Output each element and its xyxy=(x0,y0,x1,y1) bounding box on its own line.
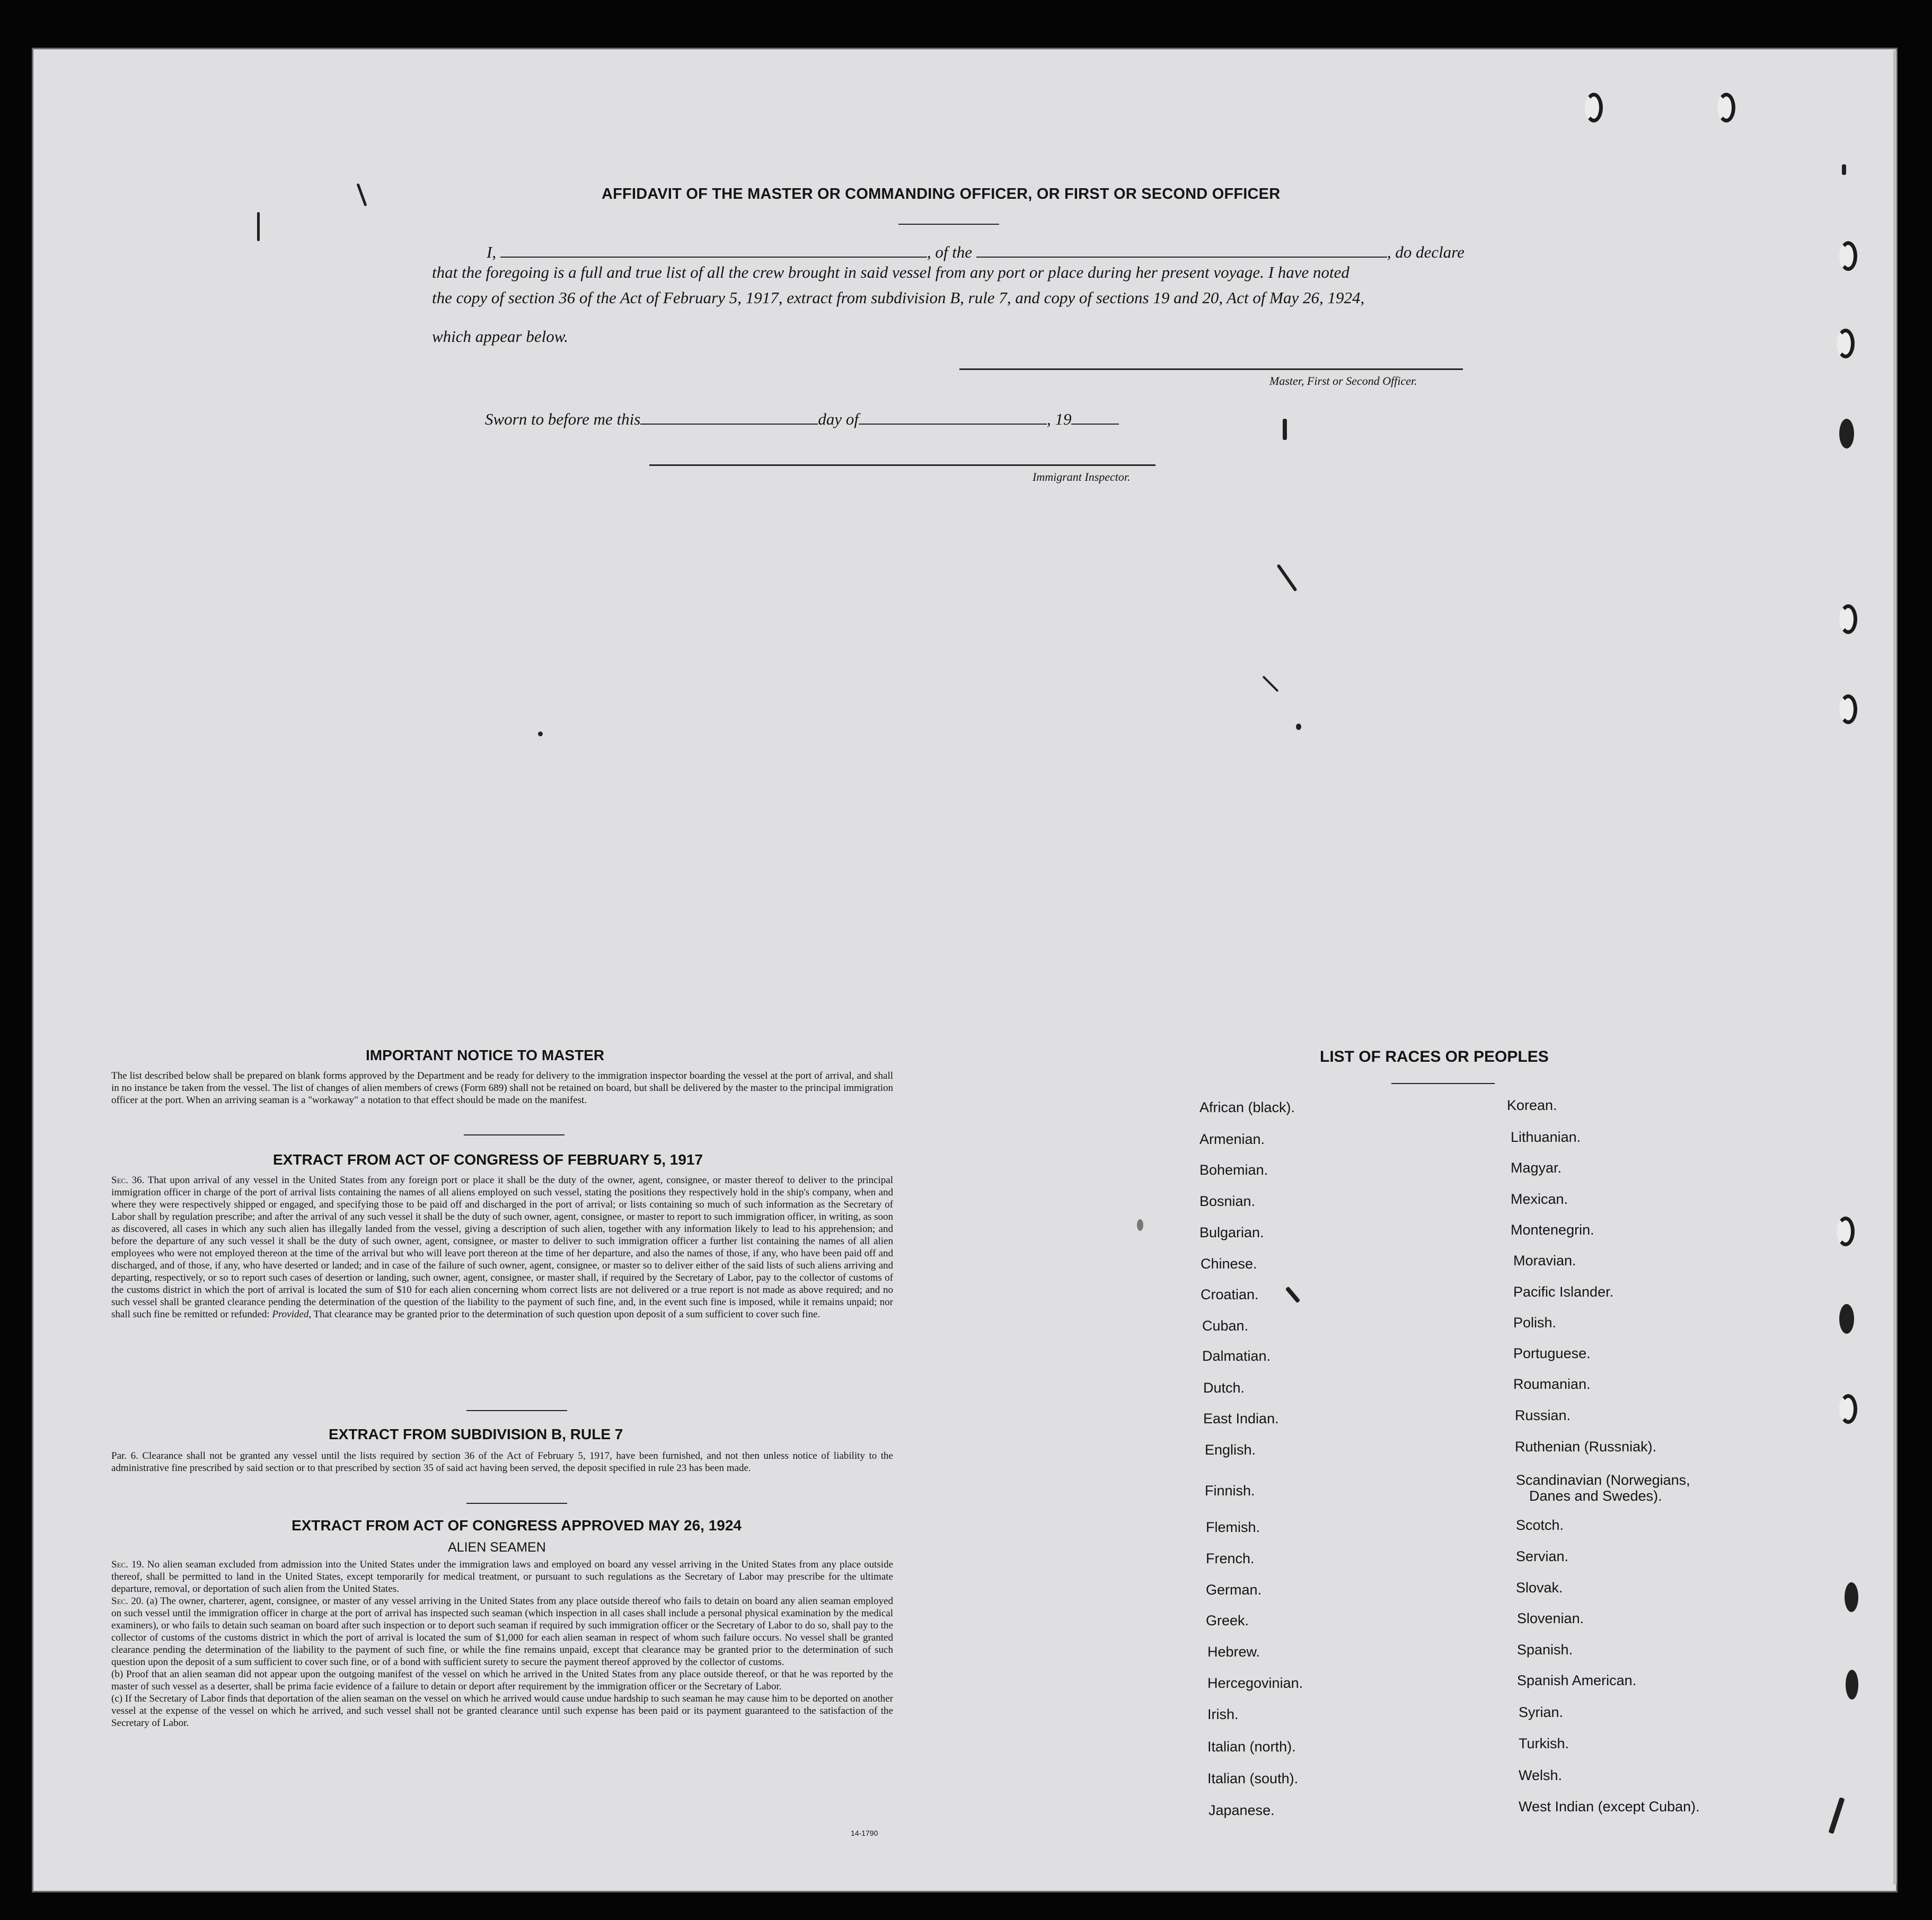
race-item: Scotch. xyxy=(1516,1517,1564,1533)
race-item: Cuban. xyxy=(1202,1318,1249,1334)
race-item: Slovenian. xyxy=(1517,1610,1584,1626)
inspector-signature-field[interactable] xyxy=(649,464,1155,466)
race-item: Syrian. xyxy=(1519,1704,1564,1720)
race-item: Russian. xyxy=(1515,1407,1571,1423)
race-item: German. xyxy=(1206,1582,1262,1598)
form-number: 14-1790 xyxy=(851,1829,878,1837)
race-item: Lithuanian. xyxy=(1511,1129,1581,1145)
extract-1917-title: EXTRACT FROM ACT OF CONGRESS OF FEBRUARY 5, 1917 xyxy=(273,1151,703,1168)
race-item: Flemish. xyxy=(1206,1519,1260,1535)
vessel-name-field[interactable] xyxy=(976,257,1387,258)
ink-mark xyxy=(1296,724,1301,730)
punch-hole-icon xyxy=(1837,1217,1855,1246)
punch-hole-icon xyxy=(1839,1394,1857,1424)
race-item: Chinese. xyxy=(1201,1256,1257,1272)
section-divider xyxy=(464,1134,564,1135)
sec36-text: That upon arrival of any vessel in the United States from any foreign port or place it shall be the duty of the owner, agent, consignee, or master thereof to deliver to the principal immigration officer in charge of the port of arrival lists containing the names of all aliens employed on such vessel, stating the positions they respectively hold in the ship's company, when and where they were respectively shipped or engaged, and specifying those to be paid off and discharged in the port of arrival; or lists containing so much of such information as the Secretary of Labor shall by regulation prescribe; and after the arrival of any such vessel it shall be the duty of such owner, agent, consignee, or master to report to such immigration officer, in writing, as soon as discovered, all cases in which any such alien has illegally landed from the vessel, giving a description of such alien, together with any information likely to lead to his apprehension; and before the departure of any such vessel it shall be the duty of such owner, agent, consignee, or master to deliver to such immigration officer a further list containing the names of all alien employees who were not employed thereon at the time of the arrival but who will leave port thereon at the time of her departure, and also the names of those, if any, who have been paid off and discharged, and of those, if any, who have deserted or landed; and in case of the failure of such owner, agent, consignee, or master so to deliver either of the said lists of such aliens arriving and departing, respectively, or so to report such cases of desertion or landing, such owner, agent, consignee, or master shall, if required by the Secretary of Labor, pay to the collector of customs of the customs district in which the port of arrival is located the sum of $10 for each alien concerning whom correct lists are not delivered or a true report is not made as above required; and no such vessel shall be granted clearance pending the determination of the question of the liability to the payment of such fine, and, in the event such fine is imposed, while it remains unpaid; nor shall such fine be remitted or refunded: xyxy=(111,1175,893,1320)
race-item: African (black). xyxy=(1199,1099,1295,1115)
punch-hole-icon xyxy=(1839,694,1857,724)
race-item: Armenian. xyxy=(1199,1131,1265,1147)
race-item: Mexican. xyxy=(1511,1191,1568,1207)
declarant-label: I, xyxy=(487,243,497,261)
affidavit-title: AFFIDAVIT OF THE MASTER OR COMMANDING OFFICER, OR FIRST OR SECOND OFFICER xyxy=(602,186,1281,202)
sec20-label: Sec. 20. xyxy=(111,1596,144,1607)
sec20a-paragraph xyxy=(111,1595,893,1668)
affidavit-statement: that the foregoing is a full and true list of all the crew brought in said vessel from any port or place during her present voyage. xyxy=(432,263,1264,281)
sec36-text-end: That clearance may be granted prior to the determination of such question upon deposit of a sum sufficient to cover such fine. xyxy=(313,1309,821,1320)
sworn-label: Sworn to before me this xyxy=(485,410,641,428)
race-item: Finnish. xyxy=(1205,1483,1255,1499)
race-item: Dalmatian. xyxy=(1202,1348,1271,1364)
race-item: Hercegovinian. xyxy=(1207,1675,1303,1691)
races-title-underline xyxy=(1391,1083,1495,1084)
race-item: Korean. xyxy=(1507,1097,1557,1113)
race-item: East Indian. xyxy=(1203,1411,1279,1426)
ink-mark xyxy=(1842,164,1846,175)
race-item: Bulgarian. xyxy=(1199,1225,1264,1240)
punch-hole-icon xyxy=(1839,419,1854,448)
master-signature-caption: Master, First or Second Officer. xyxy=(1269,374,1417,387)
race-item: Dutch. xyxy=(1203,1380,1245,1396)
race-item: Danes and Swedes). xyxy=(1529,1488,1662,1504)
inspector-signature-caption: Immigrant Inspector. xyxy=(1033,470,1131,483)
race-item: Italian (north). xyxy=(1207,1739,1296,1755)
year-label: , 19 xyxy=(1046,410,1072,428)
sworn-line xyxy=(485,410,1119,429)
punch-hole-icon xyxy=(1839,241,1857,271)
affidavit-line3: the copy of section 36 of the Act of February 5, 1917, extract from subdivision B, rule 7, and copy of sections 19 and 20, Act of May 26, 1924, xyxy=(432,288,1365,307)
race-item: Scandinavian (Norwegians, xyxy=(1516,1472,1690,1488)
declarant-name-field[interactable] xyxy=(500,257,927,258)
page-edge xyxy=(1893,50,1896,1884)
punch-hole-icon xyxy=(1845,1582,1858,1612)
race-item: French. xyxy=(1206,1551,1255,1566)
sec19-paragraph xyxy=(111,1558,893,1595)
punch-hole-icon xyxy=(1846,1670,1858,1699)
affidavit-line1 xyxy=(487,243,1465,262)
sworn-day-field[interactable] xyxy=(640,424,818,425)
vessel-label: , of the xyxy=(927,243,973,261)
punch-hole-icon xyxy=(1585,93,1603,122)
extract-1924-title: EXTRACT FROM ACT OF CONGRESS APPROVED MAY 26, 1924 xyxy=(292,1517,742,1534)
title-underline xyxy=(898,224,999,225)
race-item: Spanish. xyxy=(1517,1642,1573,1658)
race-item: Greek. xyxy=(1206,1613,1249,1628)
race-item: Servian. xyxy=(1516,1548,1569,1564)
sec36-label: Sec. 36. xyxy=(111,1175,145,1186)
affidavit-line4: which appear below. xyxy=(432,327,568,346)
race-item: English. xyxy=(1205,1442,1256,1458)
rule7-text: Par. 6. Clearance shall not be granted any vessel until the lists required by section 36 of the Act of February 5, 1917, have been furnished, and not then unless notice of liability to the administrative fine prescribed by said section or to that prescribed by section 35 of said act having been served, the deposit specified in rule 23 has been made. xyxy=(111,1450,893,1474)
section-divider xyxy=(466,1410,567,1411)
race-item: Turkish. xyxy=(1519,1736,1569,1751)
race-item: Polish. xyxy=(1513,1315,1557,1331)
notice-title: IMPORTANT NOTICE TO MASTER xyxy=(366,1047,605,1063)
sec19-text: No alien seaman excluded from admission into the United States under the immigration laws and employed on board any vessel arriving in the United States from any place outside thereof, shall be permitted to land in the United States, except temporarily for medical treatment, or pursuant to such regulations as the Secretary of Labor may prescribe for the ultimate departure, removal, or deportation of such alien from the United States. xyxy=(111,1559,893,1595)
race-item: Montenegrin. xyxy=(1511,1222,1594,1238)
race-item: Irish. xyxy=(1207,1706,1239,1722)
race-item: Pacific Islander. xyxy=(1513,1284,1614,1300)
punch-hole-icon xyxy=(1717,93,1735,122)
races-title: LIST OF RACES OR PEOPLES xyxy=(1320,1048,1549,1065)
master-signature-field[interactable] xyxy=(959,368,1463,370)
race-item: Bohemian. xyxy=(1199,1162,1268,1178)
race-item: Ruthenian (Russniak). xyxy=(1515,1439,1657,1455)
ink-mark xyxy=(1283,419,1287,440)
affidavit-line2 xyxy=(432,263,1349,282)
race-item: Croatian. xyxy=(1201,1287,1259,1302)
race-item: Hebrew. xyxy=(1207,1644,1260,1660)
race-item: Japanese. xyxy=(1208,1802,1275,1818)
race-item: Welsh. xyxy=(1519,1767,1563,1783)
extract-1924-body xyxy=(111,1558,893,1729)
provided-label: Provided, xyxy=(272,1309,312,1320)
section-divider xyxy=(466,1503,567,1504)
rule7-title: EXTRACT FROM SUBDIVISION B, RULE 7 xyxy=(329,1426,623,1442)
race-item: Moravian. xyxy=(1513,1253,1576,1269)
race-item: Italian (south). xyxy=(1207,1771,1299,1786)
sec20c-paragraph: (c) If the Secretary of Labor finds that deportation of the alien seaman on the vessel on which he arrived would cause undue hardship to such seaman he may cause him to be deported on another vessel at the expense of the vessel on which he arrived, and such vessel shall not be granted clearance until such expense has been paid or its payment guaranteed to the satisfaction of the Secretary of Labor. xyxy=(111,1693,893,1729)
race-item: Spanish American. xyxy=(1517,1672,1637,1688)
sworn-month-field[interactable] xyxy=(859,424,1047,425)
declare-label: , do declare xyxy=(1387,243,1465,261)
punch-hole-icon xyxy=(1837,329,1855,358)
ink-mark xyxy=(257,212,260,241)
punch-hole-icon xyxy=(1839,1304,1854,1334)
notice-text: The list described below shall be prepared on blank forms approved by the Department and be ready for delivery to the immigration inspector boarding the vessel at the port of arrival, and shall in no instance be taken from the vessel. The list of changes of alien members of crews (Form 689) shall not be retained on board, but shall be delivered by the master to the principal immigration officer at the port. When an arriving seaman is a "workaway" a notation to that effect should be made on the manifest. xyxy=(111,1070,893,1106)
sec19-label: Sec. 19. xyxy=(111,1559,144,1570)
affidavit-statement-tail: I have noted xyxy=(1268,263,1349,281)
race-item: Roumanian. xyxy=(1513,1376,1591,1392)
ink-mark xyxy=(538,732,543,736)
ink-mark xyxy=(1137,1219,1143,1231)
sec20a-text: (a) The owner, charterer, agent, consignee, or master of any vessel arriving in the United States from any place outside thereof who fails to detain on board any alien seaman employed on such vessel until the immigration officer in charge at the port of arrival has inspected such seaman (which inspection in all cases shall include a personal physical examination by the medical examiners), or who fails to detain such seaman on board after such inspection or to deport such seaman if required by such immigration officer or the Secretary of Labor to do so, shall pay to the collector of customs of the customs district in which the port of arrival is located the sum of $1,000 for each alien seaman in respect of whom such failure occurs. No vessel shall be granted clearance pending the determination of the liability to the payment of such fine, or while the fine remains unpaid, except that clearance may be granted prior to the determination of such question upon the deposit of a sum sufficient to cover such fine, or of a bond with sufficient surety to secure the payment thereof approved by the collector of customs. xyxy=(111,1596,893,1668)
race-item: Bosnian. xyxy=(1199,1193,1256,1209)
punch-hole-icon xyxy=(1839,604,1857,634)
alien-seamen-subtitle: ALIEN SEAMEN xyxy=(448,1540,546,1555)
day-of-label: day of xyxy=(818,410,859,428)
race-item: Slovak. xyxy=(1516,1580,1563,1596)
sworn-year-field[interactable] xyxy=(1071,424,1119,425)
race-item: Portuguese. xyxy=(1513,1345,1591,1361)
race-item: West Indian (except Cuban). xyxy=(1519,1799,1700,1815)
extract-1917-text xyxy=(111,1174,893,1320)
sec20b-paragraph: (b) Proof that an alien seaman did not appear upon the outgoing manifest of the vessel on which he arrived in the United States from any place outside thereof, or that he was reported by the master of such vessel as a deserter, shall be prima facie evidence of a failure to detain or deport after requirement by the immigration officer or the Secretary of Labor. xyxy=(111,1669,893,1692)
race-item: Magyar. xyxy=(1511,1160,1562,1176)
